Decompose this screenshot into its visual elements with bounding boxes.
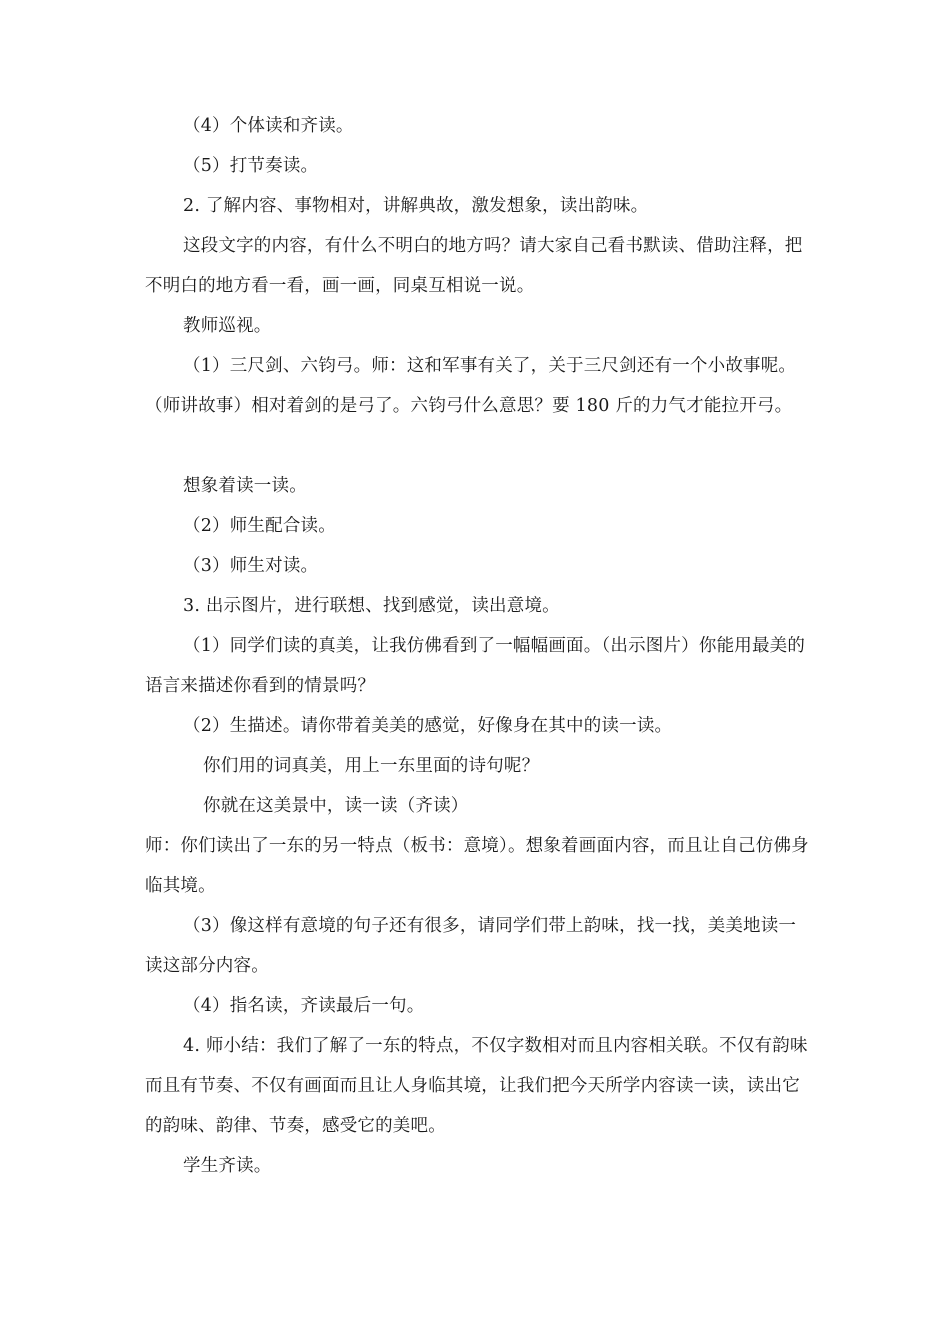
paragraph-student-describe: （2）生描述。请你带着美美的感觉，好像身在其中的读一读。 [183, 716, 673, 736]
paragraph-named-reading: （4）指名读，齐读最后一句。 [183, 996, 425, 1016]
paragraph-show-pictures: （1）同学们读的真美，让我仿佛看到了一幅幅画面。（出示图片）你能用最美的语言来描述你看到的情景吗？ [145, 636, 806, 696]
paragraph-teacher-artistic-conception: 师：你们读出了一东的另一特点（板书：意境）。想象着画面内容，而且让自己仿佛身临其境。 [145, 836, 809, 896]
paragraph-more-sentences: （3）像这样有意境的句子还有很多，请同学们带上韵味，找一找，美美地读一读这部分内容。 [145, 916, 797, 976]
paragraph-teacher-student-cooperate: （2）师生配合读。 [183, 516, 336, 536]
paragraph-step-5-rhythm-reading: （5）打节奏读。 [183, 156, 319, 176]
paragraph-teacher-summary: 4. 师小结：我们了解了一东的特点，不仅字数相对而且内容相关联。不仅有韵味而且有节奏、不仅有画面而且让人身临其境，让我们把今天所学内容读一读，读出它的韵味、韵律、节奏，感受它的美吧。 [145, 1036, 808, 1136]
paragraph-students-read-together: 学生齐读。 [183, 1156, 272, 1176]
paragraph-section-3-heading: 3. 出示图片，进行联想、找到感觉，读出意境。 [183, 596, 560, 616]
paragraph-section-2-heading: 2. 了解内容、事物相对，讲解典故，激发想象，读出韵味。 [183, 196, 649, 216]
paragraph-reading-question: 这段文字的内容，有什么不明白的地方吗？请大家自己看书默读、借助注释，把不明白的地方看一看，画一画，同桌互相说一说。 [145, 236, 803, 296]
paragraph-read-in-scene: 你就在这美景中，读一读（齐读） [203, 796, 469, 816]
paragraph-beautiful-words: 你们用的词真美，用上一东里面的诗句呢？ [203, 756, 540, 776]
paragraph-teacher-student-dialogue: （3）师生对读。 [183, 556, 319, 576]
paragraph-step-4-individual-reading: （4）个体读和齐读。 [183, 116, 354, 136]
paragraph-imagine-reading: 想象着读一读。 [183, 476, 307, 496]
paragraph-teacher-patrol: 教师巡视。 [183, 316, 272, 336]
paragraph-sword-bow-story: （1）三尺剑、六钧弓。师：这和军事有关了，关于三尺剑还有一个小故事呢。（师讲故事）相对着剑的是弓了。六钧弓什么意思？要 180 斤的力气才能拉开弓。 [145, 356, 797, 416]
